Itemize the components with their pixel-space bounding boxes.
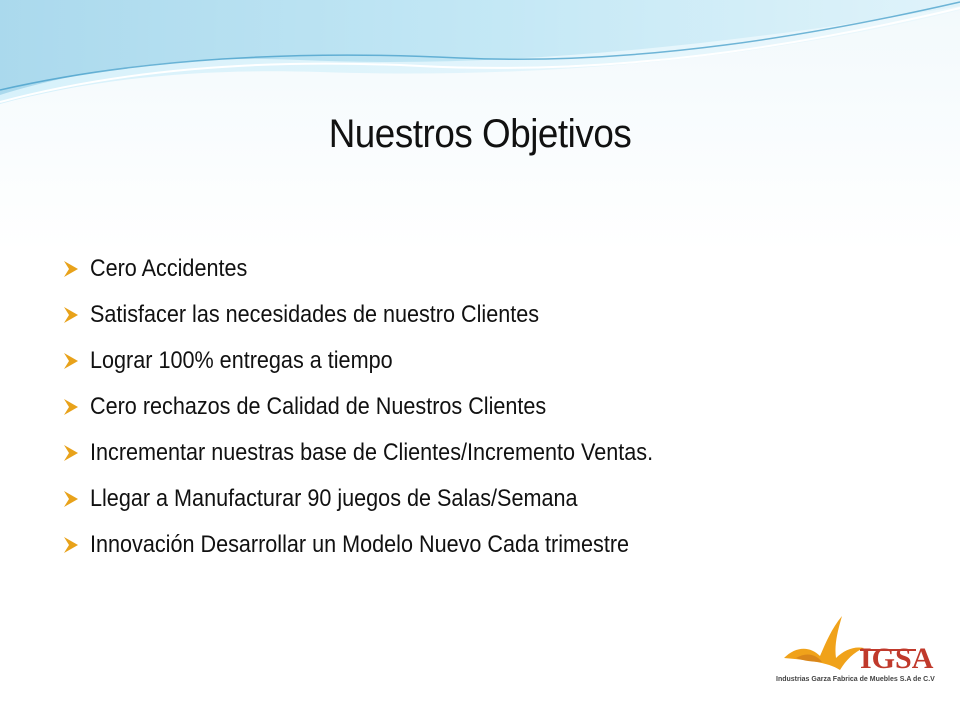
arrowhead-bullet-icon (60, 350, 82, 372)
list-item-text: Llegar a Manufacturar 90 juegos de Salas/Semana (90, 485, 578, 512)
list-item (60, 384, 920, 430)
list-item (60, 338, 920, 384)
arrowhead-bullet-icon (60, 258, 82, 280)
list-item-text: Innovación Desarrollar un Modelo Nuevo Cada trimestre (90, 531, 630, 558)
company-logo (776, 606, 935, 686)
list-item (60, 430, 920, 476)
header-wave-decoration (0, 0, 960, 110)
arrowhead-bullet-icon (60, 488, 82, 510)
list-item-text: Lograr 100% entregas a tiempo (90, 347, 393, 374)
igsa-logo-mark (776, 606, 935, 686)
logo-wordmark: IGSA (860, 642, 934, 675)
arrowhead-bullet-icon (60, 304, 82, 326)
list-item (60, 246, 920, 292)
list-item-text: Cero rechazos de Calidad de Nuestros Clientes (90, 393, 547, 420)
list-item (60, 522, 920, 568)
objectives-list (60, 246, 920, 568)
list-item-text: Cero Accidentes (90, 255, 248, 282)
arrowhead-bullet-icon (60, 396, 82, 418)
list-item (60, 476, 920, 522)
arrowhead-bullet-icon (60, 534, 82, 556)
list-item-text: Incrementar nuestras base de Clientes/Incremento Ventas. (90, 439, 654, 466)
arrowhead-bullet-icon (60, 442, 82, 464)
list-item-text: Satisfacer las necesidades de nuestro Clientes (90, 301, 540, 328)
logo-caption: Industrias Garza Fabrica de Muebles S.A de C.V (776, 676, 935, 683)
slide-title: Nuestros Objetivos (328, 112, 632, 156)
list-item (60, 292, 920, 338)
